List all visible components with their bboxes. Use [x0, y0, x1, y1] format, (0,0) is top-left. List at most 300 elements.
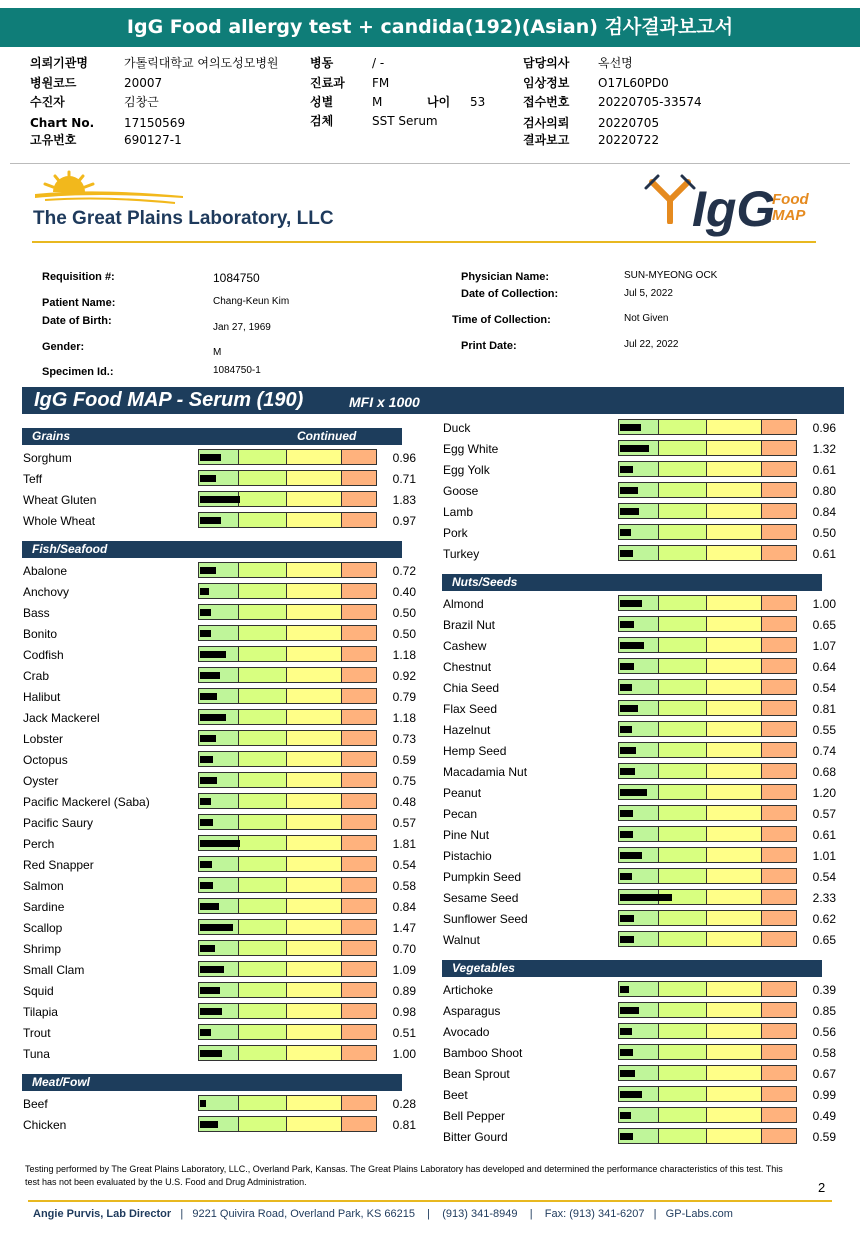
bar-zone	[707, 1129, 762, 1143]
result-bar	[198, 512, 377, 528]
result-row	[23, 665, 416, 686]
bar-zone	[659, 680, 707, 694]
report-title: IgG Food allergy test + candida(192)(Asian) 검사결과보고서	[0, 8, 860, 47]
bar-zone	[287, 584, 342, 598]
section-header	[442, 574, 822, 591]
bar-zone	[239, 1004, 287, 1018]
result-value: 1.47	[392, 921, 416, 935]
result-bar	[618, 524, 797, 540]
bar-zone	[659, 638, 707, 652]
result-row	[23, 602, 416, 623]
result-bar	[198, 940, 377, 956]
bar-zone	[239, 710, 287, 724]
result-bar-fill	[620, 936, 634, 943]
bar-zone	[659, 1003, 707, 1017]
bar-zone	[762, 596, 796, 610]
gender-value: M	[213, 347, 222, 358]
result-row	[443, 929, 836, 950]
bar-zone	[342, 731, 376, 745]
map-logo-map: MAP	[772, 207, 806, 224]
bar-zone	[287, 1046, 342, 1060]
result-bar-fill	[200, 454, 221, 461]
result-value: 0.67	[812, 1067, 836, 1081]
result-bar-fill	[200, 819, 213, 826]
result-bar	[198, 856, 377, 872]
result-row	[443, 614, 836, 635]
result-row	[23, 791, 416, 812]
bar-zone	[659, 701, 707, 715]
result-bar-fill	[620, 424, 641, 431]
footer-address: 9221 Quivira Road, Overland Park, KS 66215	[192, 1208, 415, 1220]
bar-zone	[239, 794, 287, 808]
physician-label: Physician Name:	[461, 271, 550, 283]
bar-zone	[342, 962, 376, 976]
food-name: Bass	[23, 606, 50, 620]
bar-zone	[707, 638, 762, 652]
food-name: Pistachio	[443, 849, 492, 863]
bar-zone	[707, 546, 762, 560]
result-value: 1.07	[812, 639, 836, 653]
bar-zone	[659, 1087, 707, 1101]
result-bar-fill	[200, 609, 211, 616]
result-bar	[618, 1128, 797, 1144]
result-bar-fill	[200, 882, 213, 889]
bar-zone	[342, 836, 376, 850]
result-row	[23, 833, 416, 854]
result-bar	[198, 688, 377, 704]
section-title: Fish/Seafood	[32, 542, 108, 556]
bar-zone	[659, 785, 707, 799]
bar-zone	[762, 1108, 796, 1122]
food-name: Halibut	[23, 690, 61, 704]
result-bar	[618, 700, 797, 716]
section-title: Nuts/Seeds	[452, 575, 518, 589]
bar-zone	[239, 983, 287, 997]
result-bar-fill	[620, 726, 632, 733]
result-value: 0.50	[392, 606, 416, 620]
header-value: 690127-1	[124, 133, 182, 147]
bar-zone	[659, 869, 707, 883]
collection-date-label: Date of Collection:	[461, 288, 559, 300]
bar-zone	[659, 546, 707, 560]
bar-zone	[239, 1046, 287, 1060]
result-row	[443, 803, 836, 824]
bar-zone	[287, 962, 342, 976]
requisition-label: Requisition #:	[42, 271, 115, 283]
bar-zone	[287, 471, 342, 485]
bar-zone	[287, 626, 342, 640]
result-value: 1.81	[392, 837, 416, 851]
bar-zone	[659, 743, 707, 757]
food-name: Bamboo Shoot	[443, 1046, 523, 1060]
bar-zone	[239, 773, 287, 787]
result-bar	[198, 583, 377, 599]
bar-zone	[707, 596, 762, 610]
bar-zone	[707, 1066, 762, 1080]
bar-zone	[239, 689, 287, 703]
footer: Angie Purvis, Lab Director | 9221 Quivira Road, Overland Park, KS 66215 | (913) 341-8949 | Fax: (913) 341-6207 | GP-Labs.com	[33, 1208, 733, 1220]
bar-zone	[342, 794, 376, 808]
result-value: 0.61	[812, 828, 836, 842]
bar-zone	[707, 1003, 762, 1017]
result-row	[23, 686, 416, 707]
bar-zone	[659, 483, 707, 497]
result-bar	[198, 449, 377, 465]
header-label: 검사의뢰	[523, 116, 570, 130]
bar-zone	[659, 827, 707, 841]
food-name: Sorghum	[23, 451, 72, 465]
bar-zone	[287, 773, 342, 787]
food-name: Sesame Seed	[443, 891, 519, 905]
bar-zone	[342, 1025, 376, 1039]
result-value: 0.97	[392, 514, 416, 528]
bar-zone	[239, 513, 287, 527]
food-name: Codfish	[23, 648, 64, 662]
food-name: Flax Seed	[443, 702, 498, 716]
result-value: 0.72	[392, 564, 416, 578]
bar-zone	[342, 857, 376, 871]
bar-zone	[342, 605, 376, 619]
bar-zone	[762, 932, 796, 946]
result-row	[443, 543, 836, 564]
result-row	[443, 979, 836, 1000]
bar-zone	[659, 1045, 707, 1059]
bar-zone	[287, 1117, 342, 1131]
sun-logo-icon	[35, 168, 185, 210]
result-bar	[198, 751, 377, 767]
result-bar-fill	[200, 903, 219, 910]
bar-zone	[762, 869, 796, 883]
header-value: 김창근	[124, 95, 159, 109]
food-name: Chicken	[23, 1118, 67, 1132]
result-bar	[618, 784, 797, 800]
bar-zone	[342, 1046, 376, 1060]
result-row	[443, 845, 836, 866]
bar-zone	[342, 1117, 376, 1131]
bar-zone	[762, 525, 796, 539]
header-label: 접수번호	[523, 95, 570, 109]
bar-zone	[342, 752, 376, 766]
result-bar-fill	[620, 550, 633, 557]
result-value: 0.59	[812, 1130, 836, 1144]
result-bar-fill	[200, 496, 240, 503]
bar-zone	[659, 659, 707, 673]
result-value: 0.73	[392, 732, 416, 746]
result-value: 0.56	[812, 1025, 836, 1039]
bar-zone	[762, 1024, 796, 1038]
result-value: 0.54	[812, 681, 836, 695]
food-name: Brazil Nut	[443, 618, 496, 632]
bar-zone	[287, 752, 342, 766]
bar-zone	[287, 857, 342, 871]
bar-zone	[762, 441, 796, 455]
section-header	[442, 960, 822, 977]
bar-zone	[239, 450, 287, 464]
result-bar-fill	[200, 1008, 222, 1015]
result-bar	[618, 419, 797, 435]
result-bar-fill	[620, 445, 649, 452]
result-value: 0.58	[392, 879, 416, 893]
result-value: 1.09	[392, 963, 416, 977]
result-value: 1.32	[812, 442, 836, 456]
result-bar	[618, 910, 797, 926]
bar-zone	[342, 815, 376, 829]
requisition-value: 1084750	[213, 271, 260, 285]
age-label: 나이	[427, 95, 451, 109]
bar-zone	[287, 647, 342, 661]
food-name: Whole Wheat	[23, 514, 96, 528]
result-bar-fill	[200, 1121, 218, 1128]
food-name: Cashew	[443, 639, 487, 653]
food-name: Almond	[443, 597, 484, 611]
result-value: 0.80	[812, 484, 836, 498]
specimen-value: 1084750-1	[213, 365, 261, 376]
result-bar	[198, 730, 377, 746]
food-name: Egg Yolk	[443, 463, 490, 477]
result-row	[23, 644, 416, 665]
bar-zone	[239, 584, 287, 598]
food-name: Bonito	[23, 627, 58, 641]
bar-zone	[239, 962, 287, 976]
bar-zone	[659, 911, 707, 925]
result-bar	[618, 805, 797, 821]
bar-zone	[762, 1129, 796, 1143]
result-bar-fill	[620, 915, 634, 922]
result-value: 0.98	[392, 1005, 416, 1019]
result-bar-fill	[620, 663, 634, 670]
footnote: Testing performed by The Great Plains Laboratory, LLC., Overland Park, Kansas. The Great Plains Laboratory has developed and determined the performance characteristics of this test. This test has not been evaluated by the U.S. Food and Drug Administration.	[25, 1164, 783, 1187]
result-row	[23, 959, 416, 980]
result-bar	[198, 709, 377, 725]
bar-zone	[659, 596, 707, 610]
food-name: Salmon	[23, 879, 64, 893]
bar-zone	[287, 492, 342, 506]
food-name: Octopus	[23, 753, 68, 767]
header-divider	[10, 163, 850, 164]
food-name: Goose	[443, 484, 479, 498]
result-bar-fill	[200, 840, 240, 847]
bar-zone	[342, 983, 376, 997]
food-name: Pumpkin Seed	[443, 870, 522, 884]
food-name: Beet	[443, 1088, 468, 1102]
result-bar-fill	[200, 651, 226, 658]
bar-zone	[659, 932, 707, 946]
result-bar	[198, 1045, 377, 1061]
bar-zone	[342, 584, 376, 598]
bar-zone	[239, 1096, 287, 1110]
result-value: 0.57	[812, 807, 836, 821]
result-row	[23, 1001, 416, 1022]
result-bar-fill	[620, 684, 632, 691]
food-name: Trout	[23, 1026, 51, 1040]
food-name: Crab	[23, 669, 50, 683]
result-bar	[198, 1003, 377, 1019]
bar-zone	[659, 982, 707, 996]
result-bar	[618, 721, 797, 737]
result-bar-fill	[200, 714, 226, 721]
result-value: 0.54	[812, 870, 836, 884]
result-bar-fill	[620, 508, 639, 515]
bar-zone	[342, 492, 376, 506]
bar-zone	[287, 983, 342, 997]
section-title: Meat/Fowl	[32, 1075, 91, 1089]
food-name: Beef	[23, 1097, 48, 1111]
food-name: Lamb	[443, 505, 474, 519]
result-bar-fill	[620, 1070, 635, 1077]
result-value: 0.89	[392, 984, 416, 998]
result-row	[23, 980, 416, 1001]
bar-zone	[707, 785, 762, 799]
print-date-label: Print Date:	[461, 340, 517, 352]
bar-zone	[762, 1045, 796, 1059]
result-row	[443, 593, 836, 614]
header-value: SST Serum	[372, 114, 438, 128]
result-bar	[618, 1107, 797, 1123]
continued-label: Continued	[297, 429, 357, 443]
bar-zone	[762, 806, 796, 820]
bar-zone	[762, 722, 796, 736]
map-logo-food: Food	[772, 191, 809, 208]
result-bar-fill	[620, 1112, 631, 1119]
result-value: 0.81	[812, 702, 836, 716]
food-name: Bitter Gourd	[443, 1130, 508, 1144]
result-bar-fill	[200, 861, 212, 868]
bar-zone	[239, 731, 287, 745]
bar-zone	[287, 731, 342, 745]
bar-zone	[762, 504, 796, 518]
result-row	[443, 719, 836, 740]
result-row	[23, 938, 416, 959]
result-bar-fill	[620, 986, 629, 993]
result-row	[23, 447, 416, 468]
result-value: 0.74	[812, 744, 836, 758]
section-title: Grains	[32, 429, 71, 443]
result-value: 0.70	[392, 942, 416, 956]
bar-zone	[762, 462, 796, 476]
result-row	[23, 917, 416, 938]
bar-zone	[287, 605, 342, 619]
bar-zone	[762, 848, 796, 862]
patient-name-label: Patient Name:	[42, 297, 116, 309]
panel-title-band	[22, 387, 844, 414]
food-name: Shrimp	[23, 942, 62, 956]
section-header	[22, 428, 402, 445]
food-name: Avocado	[443, 1025, 490, 1039]
bar-zone	[342, 773, 376, 787]
result-bar-fill	[620, 529, 631, 536]
result-row	[23, 875, 416, 896]
bar-zone	[707, 743, 762, 757]
result-bar-fill	[620, 894, 672, 901]
bar-zone	[287, 815, 342, 829]
result-value: 1.18	[392, 648, 416, 662]
result-bar-fill	[620, 852, 642, 859]
food-name: Sardine	[23, 900, 65, 914]
panel-units: MFI x 1000	[349, 394, 420, 410]
bar-zone	[707, 911, 762, 925]
result-value: 0.55	[812, 723, 836, 737]
result-row	[443, 887, 836, 908]
result-bar-fill	[200, 672, 220, 679]
bar-zone	[707, 462, 762, 476]
result-bar-fill	[620, 1091, 642, 1098]
result-bar	[198, 562, 377, 578]
bar-zone	[659, 1108, 707, 1122]
food-name: Bean Sprout	[443, 1067, 510, 1081]
logo-divider	[32, 241, 816, 243]
result-bar-fill	[620, 747, 636, 754]
header-value: 20007	[124, 76, 163, 90]
result-bar	[618, 1044, 797, 1060]
bar-zone	[707, 504, 762, 518]
result-row	[23, 728, 416, 749]
food-name: Tuna	[23, 1047, 50, 1061]
header-value: 20220705-33574	[598, 95, 702, 109]
physician-value: SUN-MYEONG OCK	[624, 270, 718, 281]
collection-time-label: Time of Collection:	[452, 314, 551, 326]
result-bar	[618, 503, 797, 519]
result-bar-fill	[620, 810, 633, 817]
result-value: 0.57	[392, 816, 416, 830]
bar-zone	[342, 878, 376, 892]
bar-zone	[659, 1024, 707, 1038]
result-row	[23, 1022, 416, 1043]
result-bar-fill	[620, 1133, 633, 1140]
bar-zone	[707, 848, 762, 862]
header-value: M	[372, 95, 383, 109]
result-bar	[618, 545, 797, 561]
result-bar	[198, 835, 377, 851]
result-value: 0.51	[392, 1026, 416, 1040]
result-bar-fill	[200, 798, 211, 805]
result-value: 2.33	[812, 891, 836, 905]
bar-zone	[707, 1087, 762, 1101]
bar-zone	[659, 806, 707, 820]
bar-zone	[707, 659, 762, 673]
bar-zone	[239, 626, 287, 640]
food-name: Hazelnut	[443, 723, 491, 737]
bar-zone	[659, 764, 707, 778]
footer-web: GP-Labs.com	[665, 1208, 733, 1220]
bar-zone	[762, 911, 796, 925]
bar-zone	[239, 492, 287, 506]
bar-zone	[707, 1024, 762, 1038]
bar-zone	[762, 680, 796, 694]
bar-zone	[707, 890, 762, 904]
lab-name: The Great Plains Laboratory, LLC	[33, 208, 334, 229]
collection-date-value: Jul 5, 2022	[624, 288, 673, 299]
result-row	[23, 581, 416, 602]
bar-zone	[762, 659, 796, 673]
result-value: 0.61	[812, 463, 836, 477]
food-name: Tilapia	[23, 1005, 58, 1019]
result-bar	[618, 1086, 797, 1102]
bar-zone	[707, 722, 762, 736]
food-name: Abalone	[23, 564, 68, 578]
result-row	[443, 480, 836, 501]
result-value: 1.18	[392, 711, 416, 725]
food-name: Egg White	[443, 442, 499, 456]
result-bar-fill	[200, 987, 220, 994]
panel-title: IgG Food MAP - Serum (190)	[34, 389, 304, 411]
result-bar	[198, 877, 377, 893]
food-name: Pacific Saury	[23, 816, 94, 830]
result-row	[443, 866, 836, 887]
bar-zone	[287, 513, 342, 527]
result-bar-fill	[200, 693, 217, 700]
food-name: Jack Mackerel	[23, 711, 100, 725]
result-bar	[618, 847, 797, 863]
